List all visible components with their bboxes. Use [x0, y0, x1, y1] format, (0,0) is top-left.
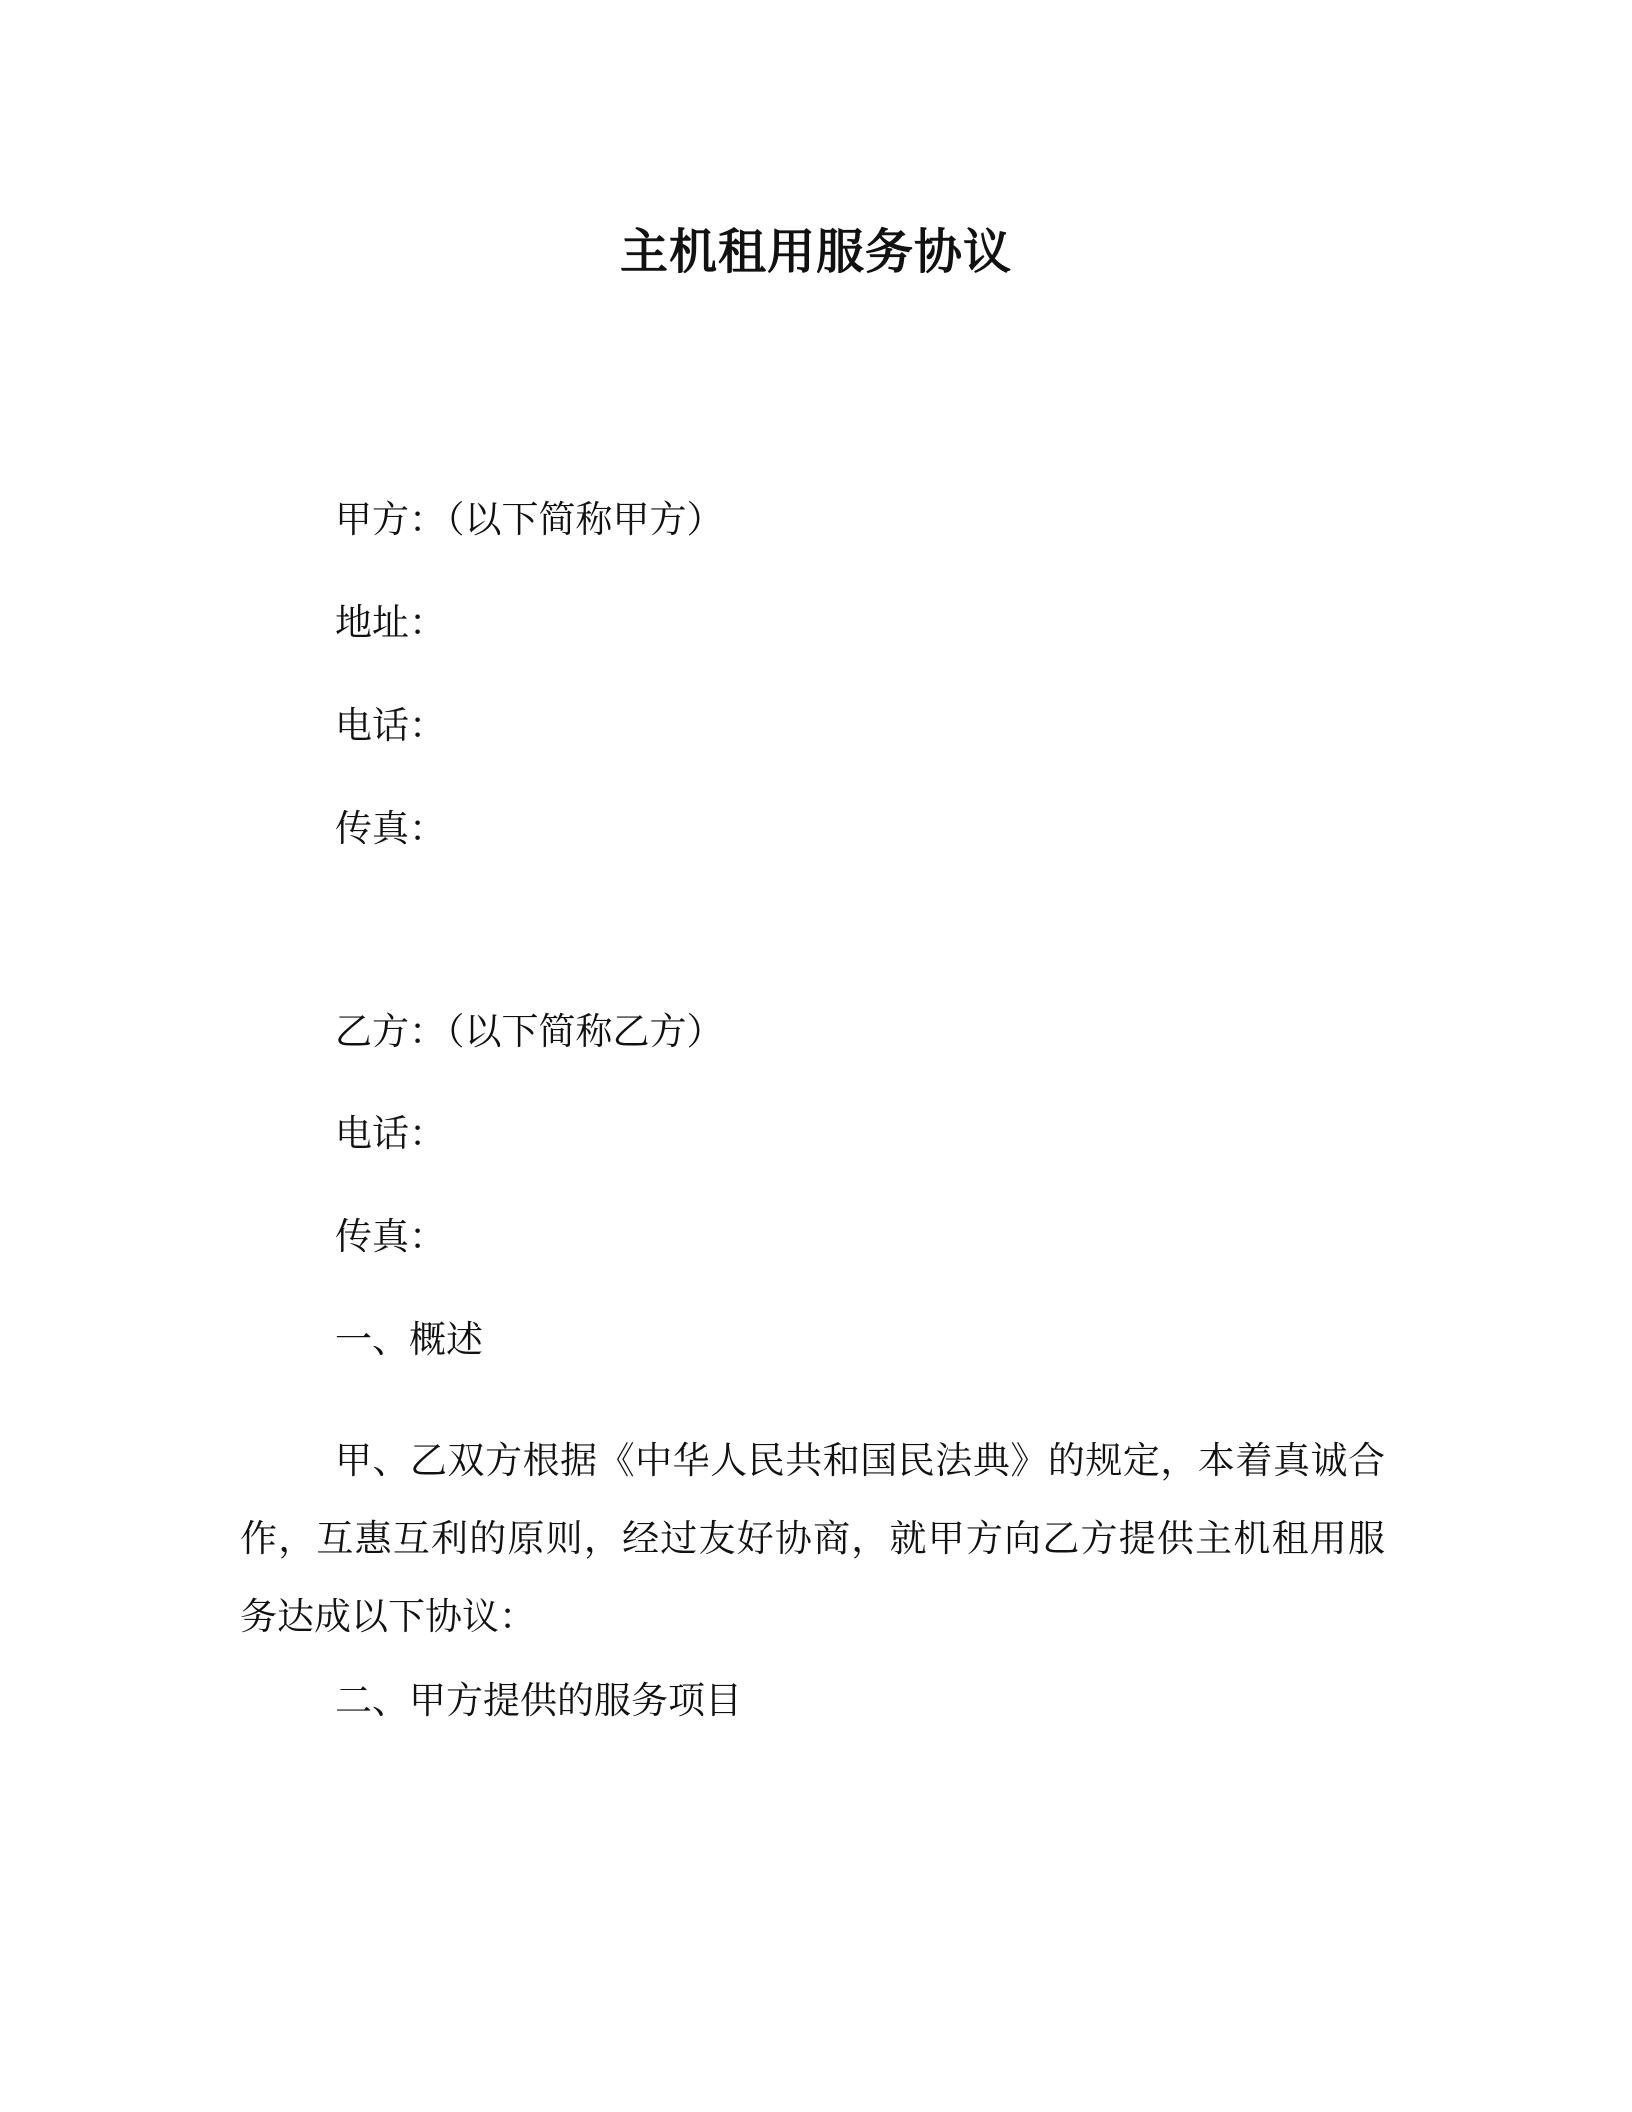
party-b-fax-line: 传真： — [335, 1215, 446, 1258]
section-1-heading: 一、概述 — [335, 1318, 483, 1361]
party-a-fax-line: 传真： — [335, 807, 446, 850]
section-2-heading: 二、甲方提供的服务项目 — [335, 1679, 742, 1722]
party-b-phone-line: 电话： — [335, 1112, 446, 1155]
section-1-paragraph: 甲、乙双方根据《中华人民共和国民法典》的规定，本着真诚合作，互惠互利的原则，经过友好协商，就甲方向乙方提供主机租用服务达成以下协议： — [240, 1439, 1385, 1638]
party-b-name-line: 乙方：（以下简称乙方） — [335, 1010, 724, 1053]
document-title: 主机租用服务协议 — [619, 224, 1012, 280]
party-a-name-line: 甲方：（以下简称甲方） — [335, 498, 724, 541]
party-a-phone-line: 电话： — [335, 704, 446, 747]
party-a-address-line: 地址： — [335, 601, 446, 644]
